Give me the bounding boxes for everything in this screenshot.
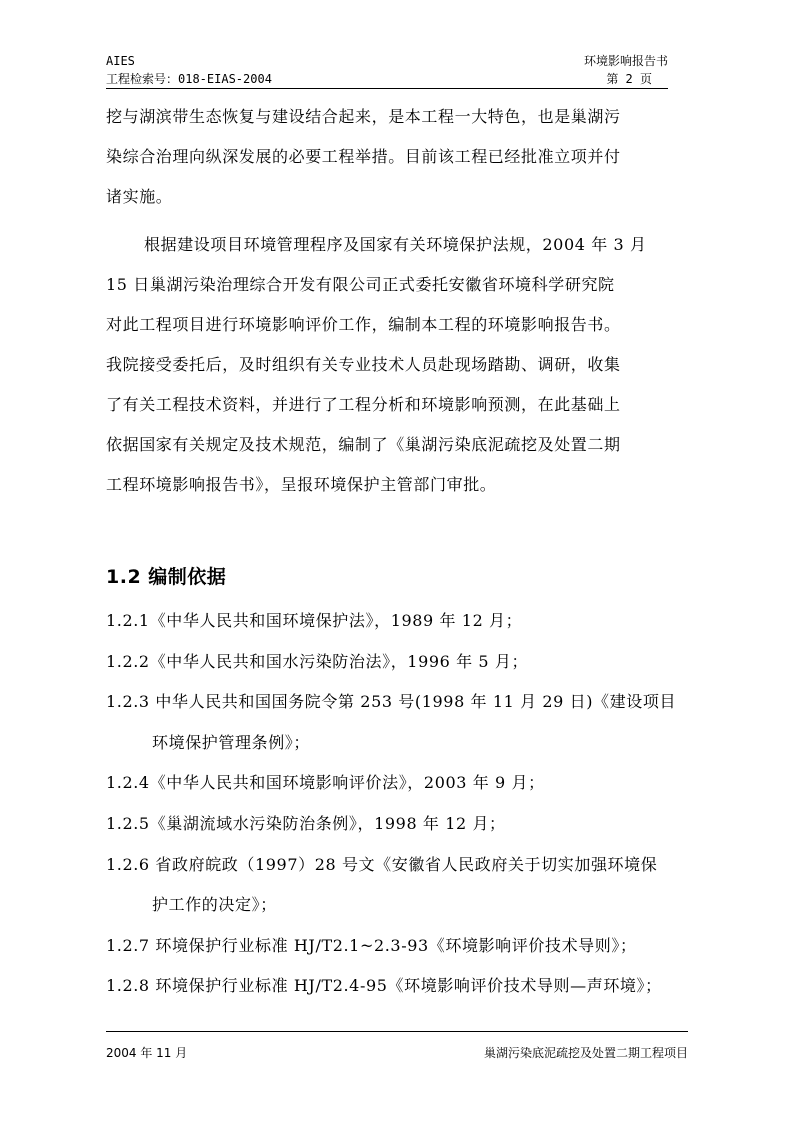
paragraph-line: 根据建设项目环境管理程序及国家有关环境保护法规，2004 年 3 月 <box>144 235 647 254</box>
footer-date: 2004 年 11 月 <box>106 1046 188 1060</box>
reference-list <box>106 601 706 1007</box>
reference-item: 1.2.3 中华人民共和国国务院令第 253 号(1998 年 11 月 29 日)《建设项目 <box>106 692 677 712</box>
reference-item: 1.2.7 环境保护行业标准 HJ/T2.1~2.3-93《环境影响评价技术导则》； <box>106 935 637 955</box>
reference-item: 1.2.4《中华人民共和国环境影响评价法》，2003 年 9 月； <box>106 773 545 793</box>
intro-paragraph <box>106 97 688 217</box>
section-heading: 1.2 编制依据 <box>106 566 227 588</box>
reference-item-continuation: 护工作的决定》； <box>152 895 277 915</box>
header-right <box>584 52 668 88</box>
reference-item-continuation: 环境保护管理条例》； <box>152 732 311 752</box>
paragraph-line: 诸实施。 <box>106 187 173 206</box>
paragraph-line: 15 日巢湖污染治理综合开发有限公司正式委托安徽省环境科学研究院 <box>106 275 615 294</box>
reference-item: 1.2.8 环境保护行业标准 HJ/T2.4-95《环境影响评价技术导则—声环境》； <box>106 976 662 996</box>
reference-item: 1.2.1《中华人民共和国环境保护法》，1989 年 12 月； <box>106 611 523 630</box>
reference-item: 1.2.6 省政府皖政（1997）28 号文《安徽省人民政府关于切实加强环境保 <box>106 854 658 874</box>
page-header <box>106 50 668 89</box>
header-org: AIES <box>106 54 135 68</box>
reference-item: 1.2.2《中华人民共和国水污染防治法》，1996 年 5 月； <box>106 651 529 671</box>
paragraph-line: 挖与湖滨带生态恢复与建设结合起来，是本工程一大特色，也是巢湖污 <box>106 107 621 126</box>
paragraph-line: 对此工程项目进行环境影响评价工作，编制本工程的环境影响报告书。 <box>106 315 621 334</box>
header-page-number: 第 2 页 <box>606 72 652 86</box>
header-retrieval-number: 工程检索号：018-EIAS-2004 <box>106 72 272 86</box>
header-left <box>106 52 272 88</box>
paragraph-line: 工程环境影响报告书》，呈报环境保护主管部门审批。 <box>106 475 497 494</box>
commission-paragraph <box>106 225 688 505</box>
paragraph-line: 依据国家有关规定及技术规范，编制了《巢湖污染底泥疏挖及处置二期 <box>106 435 621 454</box>
paragraph-line: 我院接受委托后，及时组织有关专业技术人员赴现场踏勘、调研，收集 <box>106 355 621 374</box>
footer-project-name: 巢湖污染底泥疏挖及处置二期工程项目 <box>483 1046 688 1060</box>
reference-item: 1.2.5《巢湖流域水污染防治条例》，1998 年 12 月； <box>106 813 506 833</box>
paragraph-line: 了有关工程技术资料，并进行了工程分析和环境影响预测，在此基础上 <box>106 395 621 414</box>
paragraph-line: 染综合治理向纵深发展的必要工程举措。目前该工程已经批准立项并付 <box>106 147 621 166</box>
page-footer <box>106 1031 688 1060</box>
header-doc-type: 环境影响报告书 <box>583 54 668 68</box>
